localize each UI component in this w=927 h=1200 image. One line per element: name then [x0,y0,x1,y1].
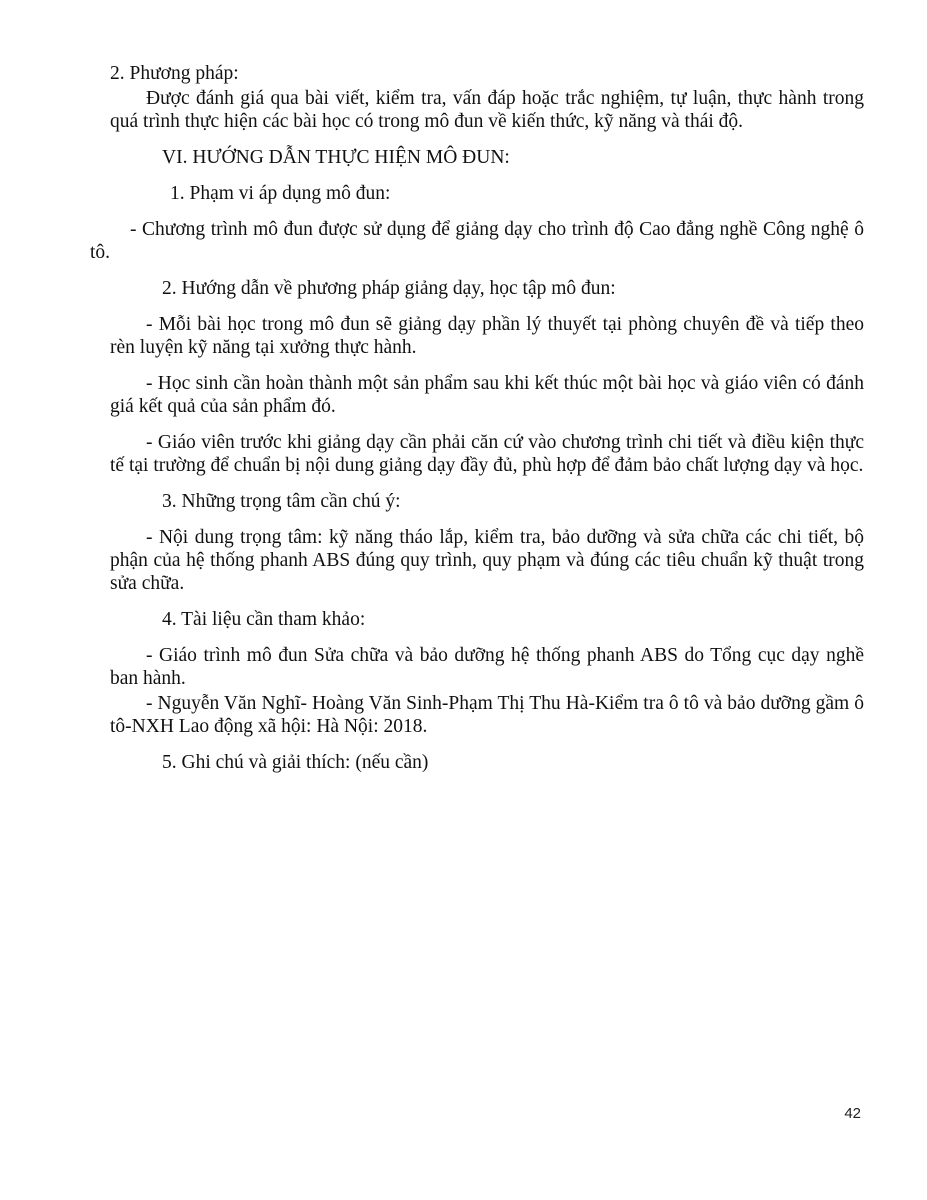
section-2-body: Được đánh giá qua bài viết, kiểm tra, vấn đáp hoặc trắc nghiệm, tự luận, thực hành trong quá trình thực hiện các bài học có trong mô đun về kiến thức, kỹ năng và thái độ. [110,88,864,132]
item-2-body-3: - Giáo viên trước khi giảng dạy cần phải căn cứ vào chương trình chi tiết và điều kiện thực tế tại trường để chuẩn bị nội dung giảng dạy đầy đủ, phù hợp để đảm bảo chất lượng dạy và học. [110,432,864,476]
item-2-body-2: - Học sinh cần hoàn thành một sản phẩm sau khi kết thúc một bài học và giáo viên có đánh giá kết quả của sản phẩm đó. [110,373,864,417]
document-page [90,62,864,774]
item-1-title: 1. Phạm vi áp dụng mô đun: [170,183,391,204]
item-4-title: 4. Tài liệu cần tham khảo: [162,609,366,630]
item-5-title: 5. Ghi chú và giải thích: (nếu cần) [162,752,429,773]
item-2-title: 2. Hướng dẫn về phương pháp giảng dạy, học tập mô đun: [162,278,616,299]
item-4-body-2: - Nguyễn Văn Nghĩ- Hoàng Văn Sinh-Phạm Thị Thu Hà-Kiểm tra ô tô và bảo dưỡng gầm ô tô-NXH Lao động xã hội: Hà Nội: 2018. [110,693,864,737]
item-3-body: - Nội dung trọng tâm: kỹ năng tháo lắp, kiểm tra, bảo dưỡng và sửa chữa các chi tiết, bộ phận của hệ thống phanh ABS đúng quy trình, quy phạm và đúng các tiêu chuẩn kỹ thuật trong sửa chữa. [110,527,864,594]
item-3-title: 3. Những trọng tâm cần chú ý: [162,491,401,512]
item-1-body: - Chương trình mô đun được sử dụng để giảng dạy cho trình độ Cao đẳng nghề Công nghệ ô tô. [90,219,864,263]
section-2-title: 2. Phương pháp: [110,63,239,84]
item-2-body-1: - Mỗi bài học trong mô đun sẽ giảng dạy phần lý thuyết tại phòng chuyên đề và tiếp theo rèn luyện kỹ năng tại xưởng thực hành. [110,314,864,358]
item-4-body-1: - Giáo trình mô đun Sửa chữa và bảo dưỡng hệ thống phanh ABS do Tổng cục dạy nghề ban hành. [110,645,864,689]
page-number: 42 [844,1105,861,1122]
chapter-vi-title: VI. HƯỚNG DẪN THỰC HIỆN MÔ ĐUN: [162,147,510,168]
